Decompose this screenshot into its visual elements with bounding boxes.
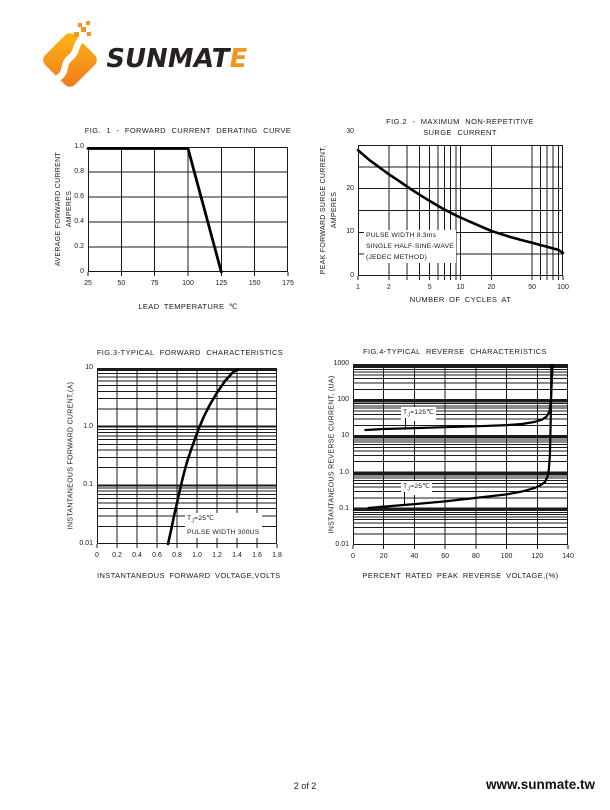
fig4-series-label-125C: $T_J=125℃$	[401, 407, 436, 421]
fig4-x-axis-label: PERCENT RATED PEAK REVERSE VOLTAGE,(%)	[362, 571, 559, 580]
fig1-x-tick-label: 175	[282, 280, 294, 287]
fig3-y-tick-label: 0.01	[79, 540, 93, 547]
footer-website: www.sunmate.tw	[485, 777, 595, 792]
fig1-x-tick-label: 125	[215, 280, 228, 287]
logo-wordmark-main: SUNMAT	[103, 44, 232, 74]
fig1-x-tick-label: 75	[150, 280, 159, 287]
fig3-x-tick-label: 0	[95, 552, 99, 559]
fig2-x-tick-label: 100	[557, 284, 569, 291]
fig4-y-tick-label: 1.0	[339, 468, 349, 476]
fig1-plot-area	[88, 147, 288, 272]
fig4-x-tick-label: 20	[379, 553, 388, 560]
fig2-x-tick-label: 10	[456, 284, 465, 291]
fig4-title: FIG.4-TYPICAL REVERSE CHARACTERISTICS	[363, 347, 547, 356]
fig4-leader-125C	[405, 418, 406, 428]
fig2-x-axis-label: NUMBER OF CYCLES AT	[409, 295, 512, 304]
logo-diamond-icon	[34, 20, 108, 98]
fig2-title-line1: FIG.2 - MAXIMUM NON-REPETITIVE	[386, 117, 534, 126]
fig4-y-axis-label: INSTANTANEOUS REVERSE CURRENT, (UA)	[328, 375, 336, 534]
fig1-x-tick-label: 50	[117, 280, 126, 287]
fig1-x-axis-label: LEAD TEMPERATURE ℃	[138, 302, 238, 311]
fig4-plot-area	[353, 364, 568, 545]
footer-page-number: 2 of 2	[293, 781, 317, 791]
fig4-y-tick-label: 1000	[333, 360, 349, 367]
fig3-y-tick-label: 10	[85, 364, 93, 371]
fig3-x-tick-label: 0.4	[132, 552, 142, 559]
fig3-x-tick-label: 0.2	[112, 552, 122, 559]
fig2-x-tick-label: 5	[427, 284, 432, 291]
fig2-y-tick-label: 10	[346, 228, 354, 236]
fig1-plot-svg	[88, 147, 288, 272]
fig3-x-tick-label: 1.6	[252, 552, 262, 559]
fig3-x-tick-label: 1.2	[212, 552, 222, 559]
fig1-x-tick-label: 150	[248, 280, 261, 287]
fig4-y-tick-label: 100	[337, 396, 349, 404]
fig4-x-tick-label: 40	[410, 553, 419, 560]
fig2-y-tick-label: 0	[350, 272, 354, 279]
fig3-y-tick-label: 1.0	[83, 422, 93, 430]
fig4-x-tick-label: 60	[441, 553, 450, 560]
fig3-x-tick-label: 0.6	[152, 552, 162, 559]
fig4-x-tick-label: 0	[351, 553, 355, 560]
fig4-leader-25C	[404, 492, 405, 504]
fig2-y-tick-label: 20	[346, 184, 354, 192]
fig4-y-tick-label: 10	[341, 432, 349, 440]
fig3-x-axis-label: INSTANTANEOUS FORWARD VOLTAGE,VOLTS	[97, 571, 281, 580]
fig1-x-tick-label: 100	[182, 280, 194, 287]
fig1-title: FIG. 1 - FORWARD CURRENT DERATING CURVE	[84, 126, 292, 135]
fig1-y-tick-label: 0	[80, 268, 84, 275]
fig4-y-tick-label: 0.1	[339, 504, 349, 512]
fig3-x-tick-label: 1.8	[272, 552, 282, 559]
fig2-x-tick-label: 2	[386, 284, 391, 291]
fig1-y-tick-label: 0.4	[74, 218, 84, 225]
fig4-x-tick-label: 80	[471, 553, 480, 560]
fig3-x-tick-label: 0.8	[172, 552, 182, 559]
fig3-y-axis-label: INSTANTANEOUS FORWARD CURENT,(A)	[67, 381, 75, 530]
fig3-annotation: $T_J=25℃$ PULSE WIDTH 300US	[187, 515, 260, 537]
fig3-y-tick-label: 0.1	[83, 481, 93, 489]
fig3-x-tick-label: 1.4	[232, 552, 242, 559]
logo	[34, 20, 254, 98]
fig1-y-axis-label: AVERAGE FORWARD CURRENT AMPERES	[55, 151, 73, 267]
fig1-y-tick-label: 0.2	[74, 243, 84, 250]
fig3-title: FIG.3-TYPICAL FORWARD CHARACTERISTICS	[96, 348, 284, 357]
fig4-y-tick-label: 0.01	[335, 541, 349, 548]
fig1-y-tick-label: 0.6	[74, 193, 84, 200]
fig2-annotation: PULSE WIDTH 8.3ms SINGLE HALF-SINE-WAVE (JEDEC METHOD)	[366, 232, 455, 261]
fig2-x-tick-label: 20	[487, 284, 496, 291]
fig4-plot-svg	[353, 364, 568, 545]
fig4-x-tick-label: 140	[562, 553, 574, 560]
logo-wordmark	[103, 44, 249, 74]
fig3-x-tick-label: 1.0	[192, 552, 202, 559]
fig1-y-tick-label: 0.8	[74, 168, 84, 175]
fig2-x-tick-label: 1	[356, 284, 360, 291]
fig2-y-tick-label: 30	[346, 128, 354, 135]
logo-wordmark-accent: E	[226, 44, 250, 74]
fig2-title-line2: SURGE CURRENT	[423, 128, 497, 137]
fig2-x-tick-label: 50	[528, 284, 537, 291]
fig4-x-tick-label: 120	[531, 553, 544, 560]
fig4-x-tick-label: 100	[500, 553, 513, 560]
fig1-y-tick-label: 1.0	[74, 143, 84, 150]
fig4-series-label-25C: $T_J=25℃$	[401, 481, 432, 495]
fig2-y-axis-label: PEAK FORWARD SURGE CURRENT, AMPERES	[320, 145, 338, 275]
fig1-x-tick-label: 25	[84, 280, 92, 287]
